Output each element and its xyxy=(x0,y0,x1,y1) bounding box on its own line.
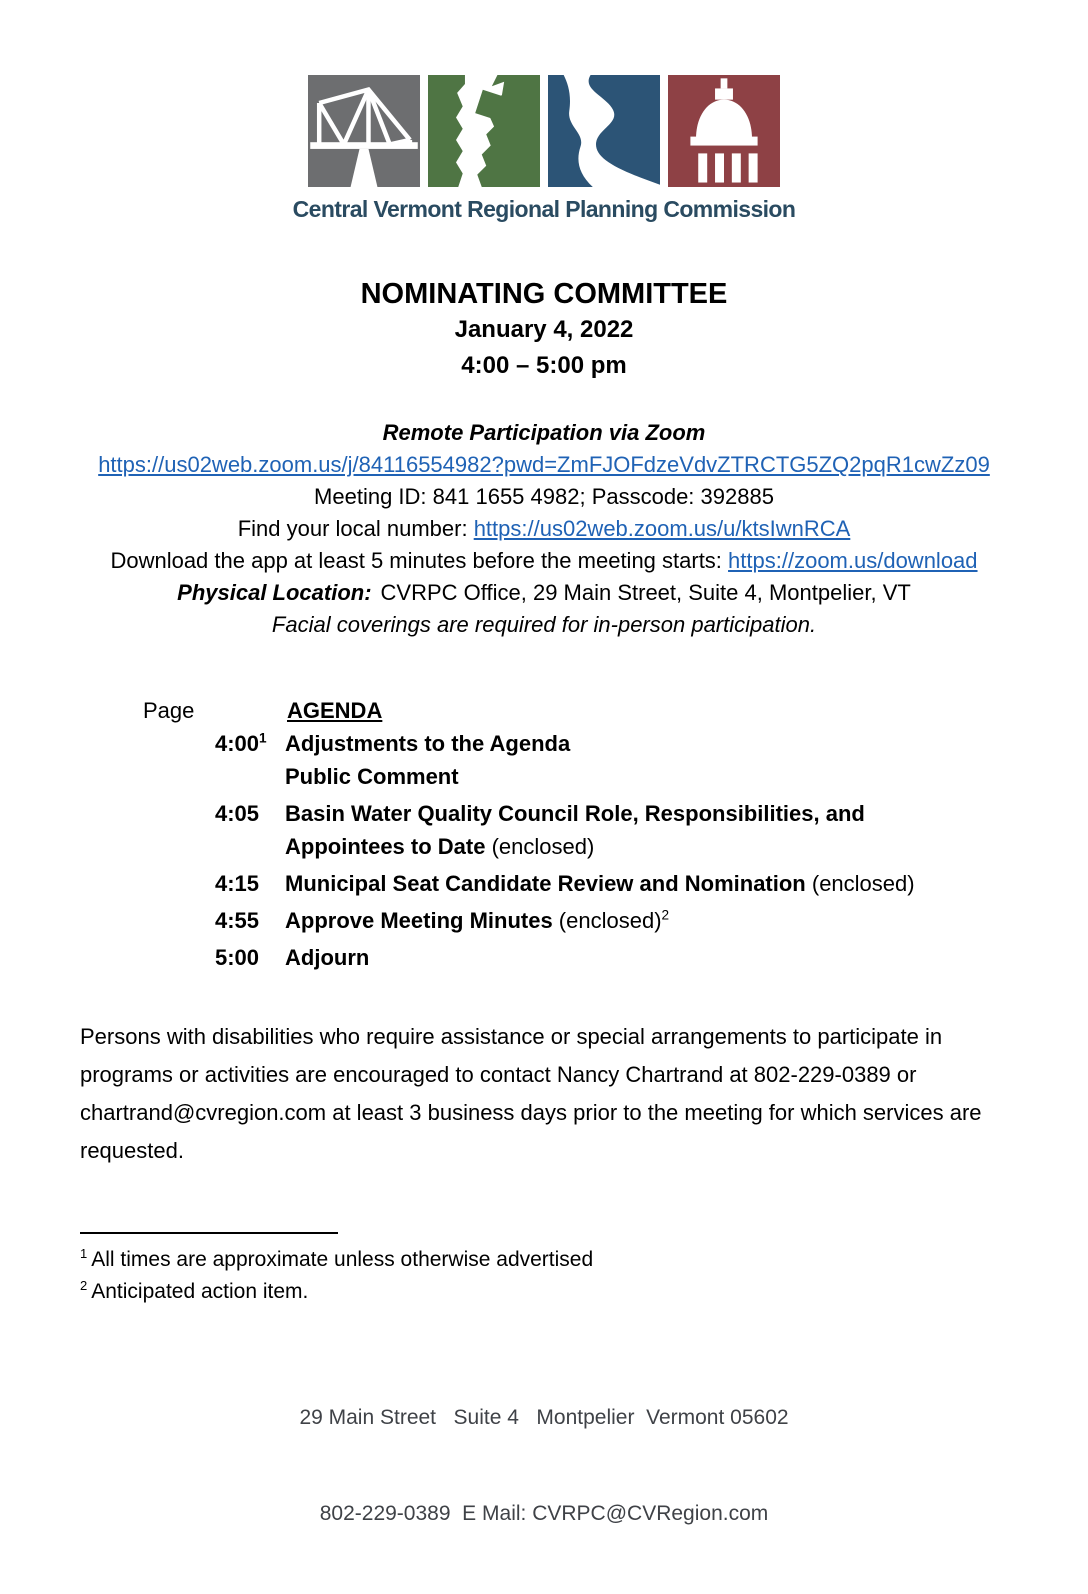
remote-heading: Remote Participation via Zoom xyxy=(382,420,706,445)
meeting-id-line: Meeting ID: 841 1655 4982; Passcode: 392885 xyxy=(314,484,774,509)
agenda-item xyxy=(143,727,1008,760)
page-title: NOMINATING COMMITTEE xyxy=(360,278,728,310)
agenda-item xyxy=(143,904,1008,937)
local-number-link[interactable]: https://us02web.zoom.us/u/ktsIwnRCA xyxy=(473,516,851,541)
agenda-item-time: 4:05 xyxy=(215,801,260,826)
footer-address-line: 29 Main Street Suite 4 Montpelier Vermont 05602 xyxy=(299,1406,789,1429)
local-number-label: Find your local number: xyxy=(237,516,474,541)
agenda-item-title: Basin Water Quality Council Role, Responsibilities, and Appointees to Date (enclosed) xyxy=(285,801,865,859)
capitol-dome-icon xyxy=(668,75,780,187)
agenda-item-time: $4:00^1$ xyxy=(215,730,267,756)
cvrpc-logo xyxy=(80,75,1008,223)
agenda-item-time: 5:00 xyxy=(215,945,260,970)
physical-location-label: Physical Location: xyxy=(177,580,372,605)
footnote-ref-1: 1 xyxy=(259,730,267,746)
agenda-item-title: Municipal Seat Candidate Review and Nomination (enclosed) xyxy=(285,871,915,896)
zoom-join-line xyxy=(80,449,1008,481)
accessibility-note: Persons with disabilities who require assistance or special arrangements to participate in programs or activities are encouraged to contact Nancy Chartrand at 802-229-0389 or chartrand@cvregion.com at least 3 business days prior to the meeting for which services are requested. xyxy=(80,1024,982,1163)
facial-coverings-note: Facial coverings are required for in-person participation. xyxy=(271,612,817,637)
remote-participation-section xyxy=(80,417,1008,641)
agenda-item-time: 4:15 xyxy=(215,871,260,896)
footnote-1-marker: 1 xyxy=(80,1246,88,1261)
physical-location-value: CVRPC Office, 29 Main Street, Suite 4, Montpelier, VT xyxy=(380,580,911,605)
agenda-item-title: Adjourn xyxy=(285,945,370,970)
agenda-heading: AGENDA xyxy=(287,698,383,723)
agenda-page-column-label: Page xyxy=(143,698,195,723)
footnote-divider xyxy=(80,1232,338,1234)
agenda-section xyxy=(143,694,1008,974)
footnotes-section xyxy=(80,1232,1008,1308)
agenda-item xyxy=(143,867,1008,900)
footnote-2 xyxy=(80,1276,1008,1308)
download-label: Download the app at least 5 minutes before the meeting starts: xyxy=(110,548,729,573)
title-block xyxy=(80,276,1008,384)
zoom-join-link[interactable]: https://us02web.zoom.us/j/84116554982?pwd=ZmFJOFdzeVdvZTRCTG5ZQ2pqR1cwZz09 xyxy=(98,452,990,477)
agenda-header-row xyxy=(143,694,1008,727)
download-line xyxy=(80,545,1008,577)
agenda-item-title: Adjustments to the Agenda xyxy=(285,731,571,756)
logo-wordmark: Central Vermont Regional Planning Commission xyxy=(292,196,796,222)
agenda-item-title: Approve Meeting Minutes (enclosed)$^2$ xyxy=(285,907,670,933)
logo-panels xyxy=(80,75,1008,187)
physical-location-line xyxy=(80,577,1008,609)
footnote-ref-2: 2 xyxy=(661,907,670,923)
bridge-icon xyxy=(308,75,420,187)
agenda-item-title: Public Comment xyxy=(285,764,459,789)
agenda-item-time: 4:55 xyxy=(215,908,260,933)
download-link[interactable]: https://zoom.us/download xyxy=(728,548,978,573)
agenda-item-time xyxy=(215,760,285,793)
agenda-item xyxy=(143,760,1008,793)
footnote-2-marker: 2 xyxy=(80,1278,88,1293)
footnote-1 xyxy=(80,1244,1008,1276)
footnote-1-text: All times are approximate unless otherwise advertised xyxy=(91,1248,594,1271)
river-icon xyxy=(548,75,660,187)
meeting-date: January 4, 2022 xyxy=(454,316,634,343)
meeting-time: 4:00 – 5:00 pm xyxy=(461,352,627,379)
document-footer xyxy=(80,1338,1008,1594)
footnote-2-text: Anticipated action item. xyxy=(91,1280,309,1303)
local-number-line xyxy=(80,513,1008,545)
vermont-map-icon xyxy=(428,75,540,187)
footer-contact-line: 802-229-0389 E Mail: CVRPC@CVRegion.com xyxy=(319,1502,769,1525)
agenda-item xyxy=(143,797,1008,863)
agenda-item xyxy=(143,941,1008,974)
